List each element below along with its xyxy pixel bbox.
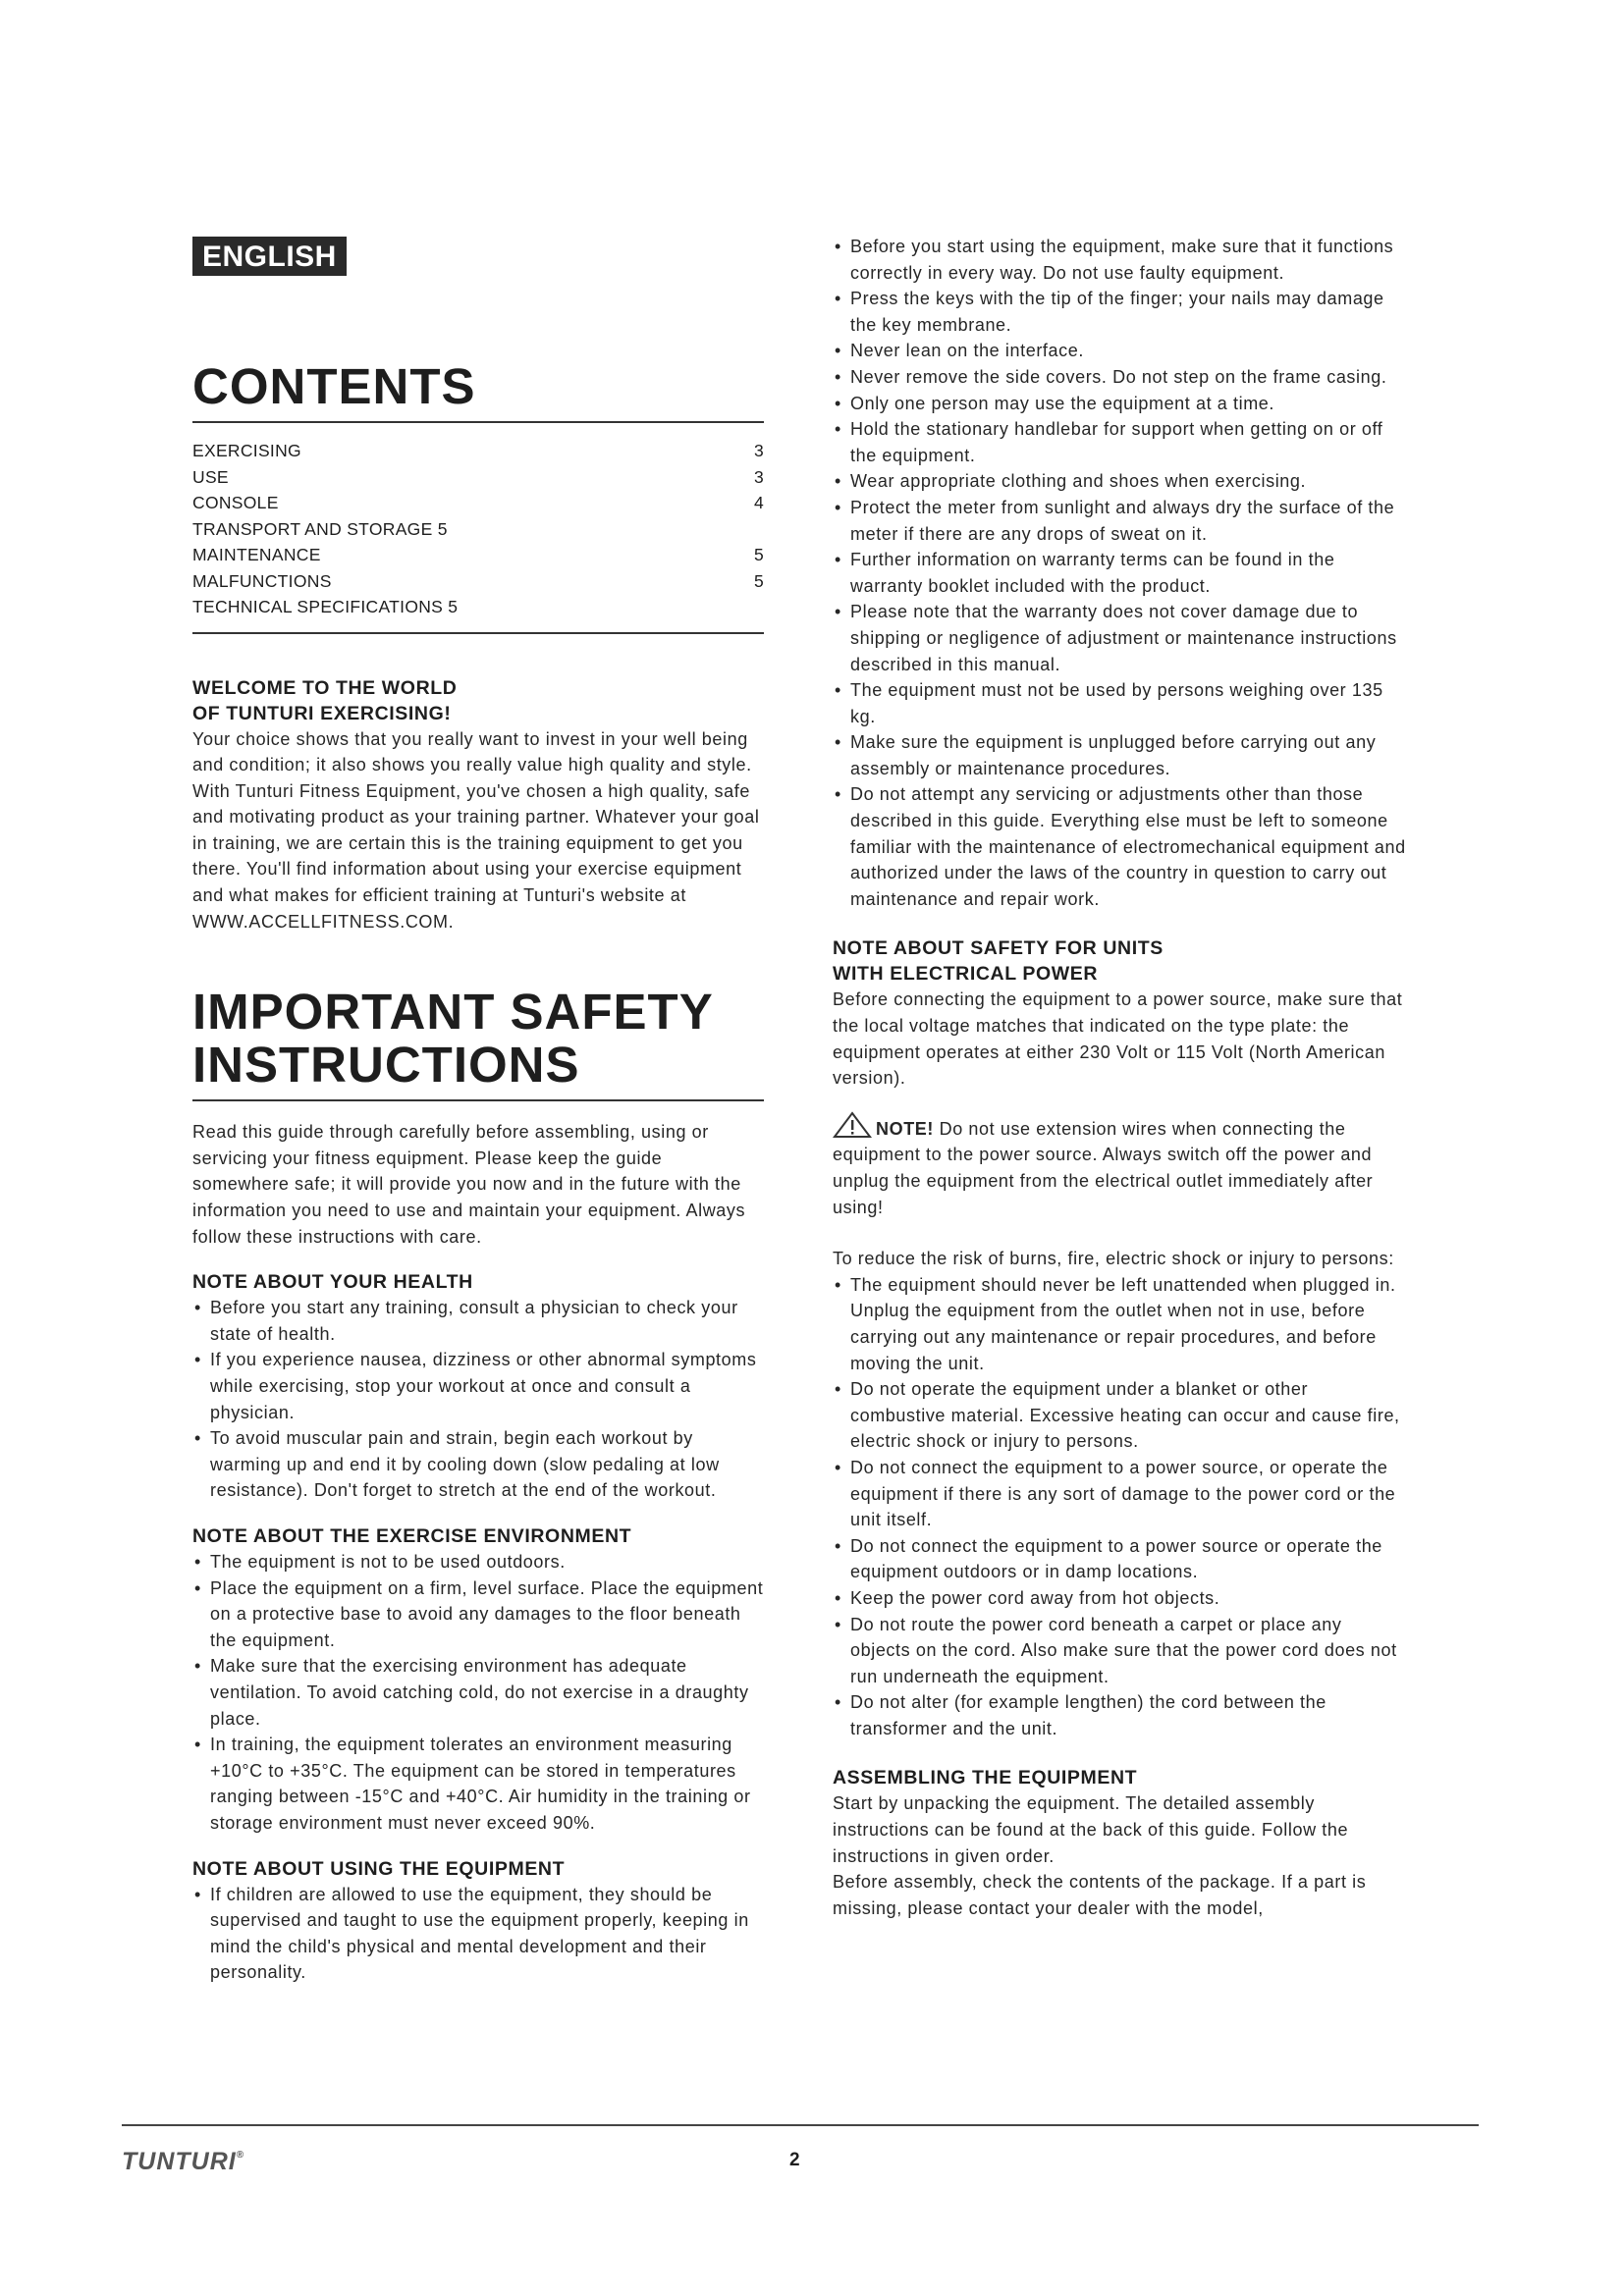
electrical-list [833, 1272, 1407, 1742]
list-item: • Do not operate the equipment under a blanket or other combustive material. Excessive heating can occur and cause fire, electric shock or injury to persons. [833, 1376, 1407, 1455]
health-heading: NOTE ABOUT YOUR HEALTH [192, 1271, 473, 1294]
divider [192, 632, 764, 634]
toc-entry[interactable] [192, 542, 764, 568]
using-section [192, 1856, 764, 1986]
welcome-heading-line1: WELCOME TO THE WORLD [192, 676, 458, 699]
list-item: • Press the keys with the tip of the finger; your nails may damage the key membrane. [833, 286, 1407, 338]
safety-title-line2: INSTRUCTIONS [192, 1037, 580, 1094]
list-item: • The equipment should never be left unattended when plugged in. Unplug the equipment from the outlet when not in use, before carrying out any maintenance or repair procedures, and before moving the unit. [833, 1272, 1407, 1376]
toc-entry[interactable] [192, 516, 764, 543]
list-item: • Protect the meter from sunlight and always dry the surface of the meter if there are any drops of sweat on it. [833, 495, 1407, 547]
list-item: • Before you start using the equipment, make sure that it functions correctly in every way. Do not use faulty equipment. [833, 234, 1407, 286]
toc-entry-page: 3 [753, 441, 764, 460]
environment-section [192, 1523, 764, 1837]
health-list [192, 1295, 764, 1504]
toc-entry-label: TRANSPORT AND STORAGE 5 [192, 518, 448, 539]
note-label: NOTE! [876, 1118, 934, 1139]
list-item: • Do not alter (for example lengthen) the cord between the transformer and the unit. [833, 1689, 1407, 1741]
toc-entry-label: TECHNICAL SPECIFICATIONS 5 [192, 597, 459, 616]
toc-entry[interactable] [192, 490, 764, 516]
electrical-body: Before connecting the equipment to a power source, make sure that the local voltage matches that indicated on the type plate: the equipment operates at either 230 Volt or 115 Volt (North American version). [833, 989, 1403, 1089]
tunturi-logo [122, 2148, 244, 2176]
welcome-section [192, 675, 764, 935]
safety-title-line1: IMPORTANT SAFETY [192, 984, 714, 1041]
toc-entry-label: MALFUNCTIONS [192, 570, 332, 591]
contents-title: CONTENTS [192, 360, 764, 423]
electrical-heading-line1: NOTE ABOUT SAFETY FOR UNITS [833, 937, 1164, 960]
toc-entry[interactable] [192, 594, 764, 620]
health-section [192, 1269, 764, 1504]
toc-entry-page: 5 [753, 570, 764, 591]
list-item: • Hold the stationary handlebar for support when getting on or off the equipment. [833, 416, 1407, 468]
list-item: • In training, the equipment tolerates an environment measuring +10°C to +35°C. The equipment can be stored in temperatures ranging between -15°C and +40°C. Air humidity in the training or storage environment must never exceed 90%. [192, 1732, 764, 1836]
electrical-section [833, 935, 1407, 1741]
table-of-contents [192, 438, 764, 620]
right-column [833, 234, 1407, 1921]
toc-entry-label: EXERCISING [192, 441, 301, 460]
toc-entry-page: 5 [753, 545, 764, 564]
list-item: • Before you start any training, consult a physician to check your state of health. [192, 1295, 764, 1347]
toc-entry[interactable] [192, 438, 764, 464]
registered-mark: ® [236, 2150, 245, 2161]
list-item: • Do not connect the equipment to a power source, or operate the equipment if there is any sort of damage to the power cord or the unit itself. [833, 1455, 1407, 1533]
using-list-right [833, 234, 1407, 912]
toc-entry-page: 3 [753, 466, 764, 487]
list-item: • Make sure the equipment is unplugged before carrying out any assembly or maintenance procedures. [833, 729, 1407, 781]
warning-icon [833, 1111, 872, 1139]
environment-list [192, 1549, 764, 1837]
electrical-note [833, 1111, 1407, 1220]
list-item: • Do not attempt any servicing or adjustments other than those described in this guide. Everything else must be left to someone familiar with the maintenance of electromechanical equipment and authorized under the laws of the country in question to carry out maintenance and repair work. [833, 781, 1407, 912]
risk-intro: To reduce the risk of burns, fire, electric shock or injury to persons: [833, 1249, 1394, 1269]
list-item: • If children are allowed to use the equipment, they should be supervised and taught to use the equipment properly, keeping in mind the child's physical and mental development and their personality. [192, 1882, 764, 1986]
using-list-left [192, 1882, 764, 1986]
list-item: • Do not route the power cord beneath a carpet or place any objects on the cord. Also make sure that the power cord does not run underneath the equipment. [833, 1612, 1407, 1690]
list-item: • Place the equipment on a firm, level surface. Place the equipment on a protective base to avoid any damages to the floor beneath the equipment. [192, 1575, 764, 1654]
using-heading: NOTE ABOUT USING THE EQUIPMENT [192, 1857, 566, 1880]
left-column [192, 234, 764, 1986]
toc-entry-label: USE [192, 466, 229, 487]
brand-name: TUNTURI [122, 2148, 237, 2175]
footer-divider [122, 2124, 1479, 2126]
toc-entry-label: CONSOLE [192, 493, 279, 512]
list-item: • Never remove the side covers. Do not step on the frame casing. [833, 364, 1407, 391]
language-tab: ENGLISH [192, 237, 347, 276]
list-item: • Never lean on the interface. [833, 338, 1407, 364]
electrical-heading-line2: WITH ELECTRICAL POWER [833, 963, 1099, 986]
list-item: • Only one person may use the equipment at a time. [833, 391, 1407, 417]
assembling-section [833, 1765, 1407, 1921]
safety-title [192, 986, 764, 1101]
toc-entry[interactable] [192, 568, 764, 595]
list-item: • Keep the power cord away from hot objects. [833, 1585, 1407, 1612]
list-item: • If you experience nausea, dizziness or other abnormal symptoms while exercising, stop your workout at once and consult a physician. [192, 1347, 764, 1425]
environment-heading: NOTE ABOUT THE EXERCISE ENVIRONMENT [192, 1524, 632, 1547]
list-item: • Wear appropriate clothing and shoes when exercising. [833, 468, 1407, 495]
list-item: • The equipment must not be used by persons weighing over 135 kg. [833, 677, 1407, 729]
list-item: • Make sure that the exercising environment has adequate ventilation. To avoid catching cold, do not exercise in a draughty place. [192, 1653, 764, 1732]
list-item: • To avoid muscular pain and strain, begin each workout by warming up and end it by cooling down (slow pedaling at low resistance). Don't forget to stretch at the end of the workout. [192, 1425, 764, 1504]
welcome-body: Your choice shows that you really want to invest in your well being and condition; it also shows you really value high quality and style. With Tunturi Fitness Equipment, you've chosen a high quality, safe and motivating product as your training partner. Whatever your goal in training, we are certain this is the training equipment to get you there. You'll find information about using your exercise equipment and what makes for efficient training at Tunturi's website at WWW.ACCELLFITNESS.COM. [192, 728, 760, 932]
assembling-heading: ASSEMBLING THE EQUIPMENT [833, 1767, 1138, 1789]
welcome-heading-line2: OF TUNTURI EXERCISING! [192, 702, 452, 724]
toc-entry-label: MAINTENANCE [192, 545, 321, 564]
note-text: Do not use extension wires when connecting the equipment to the power source. Always switch off the power and unplug the equipment from the electrical outlet immediately after using! [833, 1118, 1374, 1217]
list-item: • Further information on warranty terms can be found in the warranty booklet included with the product. [833, 547, 1407, 599]
list-item: • Please note that the warranty does not cover damage due to shipping or negligence of adjustment or maintenance instructions described in this manual. [833, 599, 1407, 677]
list-item: • The equipment is not to be used outdoors. [192, 1549, 764, 1575]
assembling-body-1: Start by unpacking the equipment. The detailed assembly instructions can be found at the back of this guide. Follow the instructions in given order. [833, 1793, 1349, 1866]
page-number: 2 [789, 2150, 800, 2170]
list-item: • Do not connect the equipment to a power source or operate the equipment outdoors or in damp locations. [833, 1533, 1407, 1585]
toc-entry-page: 4 [753, 493, 764, 512]
safety-intro: Read this guide through carefully before assembling, using or servicing your fitness equipment. Please keep the guide somewhere safe; it will provide you now and in the future with the information you need to use and maintain your equipment. Always follow these instructions with care. [192, 1122, 746, 1247]
toc-entry[interactable] [192, 464, 764, 491]
assembling-body-2: Before assembly, check the contents of the package. If a part is missing, please contact your dealer with the model, [833, 1872, 1367, 1918]
